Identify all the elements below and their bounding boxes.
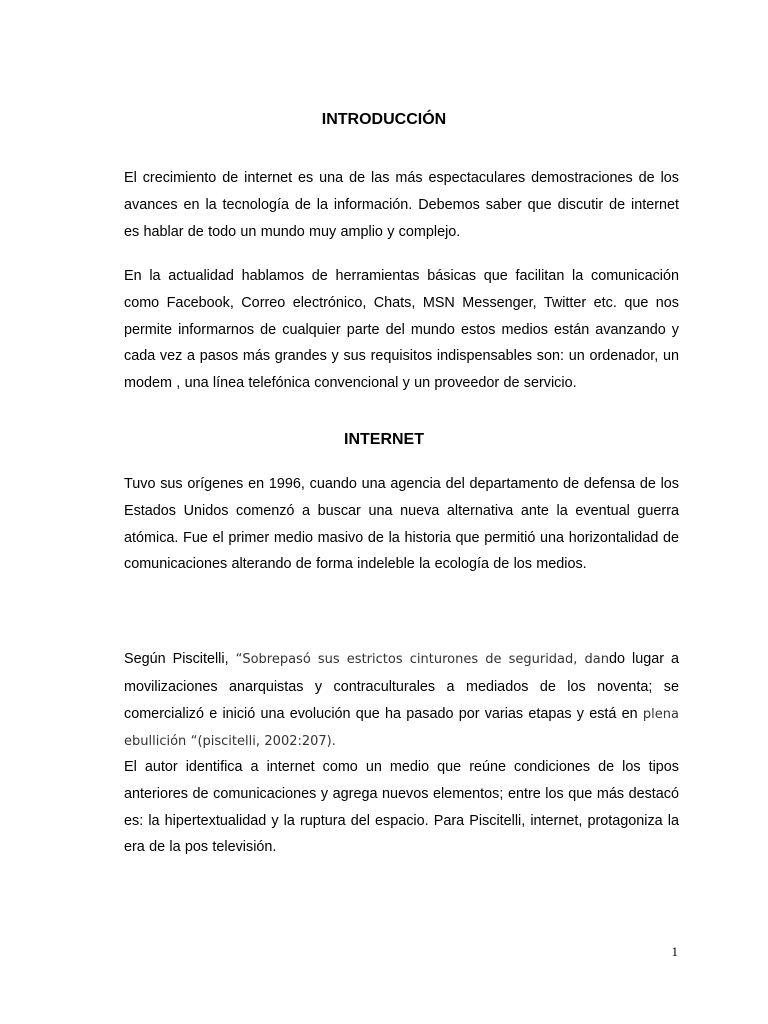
page-number: 1: [671, 944, 678, 959]
piscitelli-quote-start: “Sobrepasó sus estrictos cinturones de seguridad, dan: [235, 652, 609, 667]
heading-introduccion: INTRODUCCIÓN: [321, 111, 447, 128]
paragraph-actualidad: En la actualidad hablamos de herramientas básicas que facilitan la comunicación como Facebook, Correo electrónico, Chats, MSN Messenger, Twitter etc. que nos permite informarnos de cualquier parte del mundo estos medios están avanzando y cada vez a pasos más grandes y sus requisitos indispensables son: un ordenador, un modem , una línea telefónica convencional y un proveedor de servicio.: [124, 268, 679, 392]
heading-internet: INTERNET: [344, 431, 424, 448]
piscitelli-lead: Según Piscitelli,: [124, 651, 236, 667]
paragraph-origenes: Tuvo sus orígenes en 1996, cuando una agencia del departamento de defensa de los Estados Unidos comenzó a buscar una nueva alternativa ante la eventual guerra atómica. Fue el primer medio masivo de la historia que permitió una horizontalidad de comunicaciones alterando de forma indeleble la ecología de los medios.: [124, 476, 679, 573]
piscitelli-middle: do lugar a movilizaciones anarquistas y contraculturales a mediados de los noventa; se comercializó e inició una evolución que ha pasado por varias etapas y está en: [124, 651, 679, 722]
piscitelli-quote-end: plena ebullición “(piscitelli, 2002:207).: [124, 706, 679, 750]
paragraph-crecimiento: El crecimiento de internet es una de las más espectaculares demostraciones de los avances en la tecnología de la información. Debemos saber que discutir de internet es hablar de todo un mundo muy amplio y complejo.: [124, 170, 679, 240]
paragraph-piscitelli: [124, 646, 679, 756]
paragraph-autor: El autor identifica a internet como un medio que reúne condiciones de los tipos anteriores de comunicaciones y agrega nuevos elementos; entre los que más destacó es: la hipertextualidad y la ruptura del espacio. Para Piscitelli, internet, protagoniza la era de la pos televisión.: [124, 759, 679, 856]
